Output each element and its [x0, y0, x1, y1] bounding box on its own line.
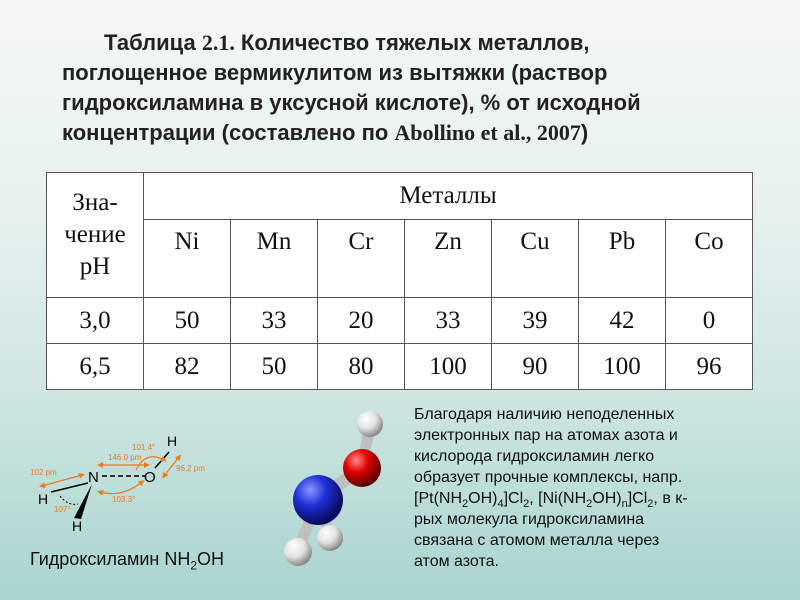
nitrogen-atom	[293, 475, 343, 525]
description-line: атом азота.	[414, 553, 499, 570]
value-cell: 50	[231, 344, 318, 390]
table-row	[47, 298, 753, 344]
value-cell: 90	[492, 344, 579, 390]
no-distance-label: 146.0 pm	[108, 453, 142, 462]
slide-title	[62, 28, 782, 148]
description-line: Благодаря наличию неподеленных	[414, 406, 675, 423]
title-citation: Abollino et al., 2007	[394, 120, 581, 145]
metals-table	[46, 172, 753, 390]
value-cell: 50	[144, 298, 231, 344]
value-cell: 80	[318, 344, 405, 390]
title-prefix: Таблица	[104, 30, 202, 55]
table-row	[47, 344, 753, 390]
ph-header-line: pH	[79, 253, 111, 280]
hnh-angle-label: 107°	[54, 505, 71, 514]
description-line: рых молекула гидроксиламина	[414, 511, 645, 528]
ph-header-line: Зна-	[72, 189, 118, 216]
caption-sub: 2	[190, 558, 198, 573]
ph-cell: 3,0	[47, 298, 144, 344]
o-h-bond	[155, 452, 169, 468]
value-cell: 0	[666, 298, 753, 344]
molecule-caption	[30, 549, 224, 573]
title-line3: гидроксиламина в уксусной кислоте), % от исходной	[62, 90, 641, 115]
metals-header: Металлы	[144, 173, 753, 220]
title-line2-word: вермикулитом	[213, 60, 373, 85]
hydrogen-atom-left	[284, 538, 312, 566]
metal-header-cr: Cr	[318, 220, 405, 298]
formula-sub: 2	[647, 498, 654, 511]
value-cell: 100	[579, 344, 666, 390]
hydroxylamine-3d-model	[282, 404, 412, 574]
formula-sub: 4	[497, 498, 504, 511]
description-text	[414, 404, 794, 572]
value-cell: 20	[318, 298, 405, 344]
formula-part: , в к-	[653, 490, 688, 507]
n-h-bond-left	[51, 483, 88, 492]
value-cell: 42	[579, 298, 666, 344]
formula-part: [Pt(NH	[414, 490, 462, 507]
title-number: 2.1.	[201, 30, 235, 55]
formula-part: ]Cl	[503, 490, 524, 507]
formula-part: OH)	[592, 490, 622, 507]
formula-sub: n	[621, 498, 628, 511]
metal-header-mn: Mn	[231, 220, 318, 298]
title-part1: Количество тяжелых металлов,	[234, 30, 590, 55]
oxygen-atom	[343, 449, 381, 487]
value-cell: 100	[405, 344, 492, 390]
description-line: электронных пар на атомах азота и	[414, 427, 678, 444]
hydrogen-label-left: H	[38, 491, 49, 507]
ph-header	[47, 173, 144, 298]
hydrogen-label-top: H	[167, 433, 178, 449]
caption-tail: OH	[197, 549, 225, 569]
formula-sub: 2	[462, 498, 469, 511]
value-cell: 33	[231, 298, 318, 344]
metal-header-co: Co	[666, 220, 753, 298]
metal-header-cu: Cu	[492, 220, 579, 298]
formula-sub: 2	[523, 498, 530, 511]
ph-header-line: чение	[64, 221, 126, 248]
hydroxylamine-structure-diagram	[24, 430, 244, 560]
value-cell: 33	[405, 298, 492, 344]
description-line: образует прочные комплексы, напр.	[414, 469, 683, 486]
hnh-angle-arc	[60, 496, 78, 504]
description-line: кислорода гидроксиламин легко	[414, 448, 655, 465]
metal-header-zn: Zn	[405, 220, 492, 298]
description-line: связана с атомом металла через	[414, 532, 660, 549]
formula-part: ]Cl	[627, 490, 648, 507]
nitrogen-label: N	[88, 469, 99, 486]
oxygen-label: O	[144, 469, 156, 486]
metal-header-ni: Ni	[144, 220, 231, 298]
formula-part: OH)	[468, 490, 498, 507]
nh-distance-label: 102 pm	[30, 468, 57, 477]
value-cell: 82	[144, 344, 231, 390]
title-close: )	[580, 120, 589, 145]
caption-text: Гидроксиламин NH	[30, 549, 191, 569]
value-cell: 96	[666, 344, 753, 390]
hydrogen-atom-right	[317, 525, 343, 551]
metals-table-container	[46, 172, 753, 390]
oh-distance-label: 96.2 pm	[176, 464, 205, 473]
ph-cell: 6,5	[47, 344, 144, 390]
complex-formula-line	[414, 488, 794, 509]
hno-angle-arc	[100, 482, 142, 494]
n-h-wedge-bond	[74, 484, 92, 519]
title-line4: концентрации (составлено по	[62, 120, 395, 145]
oh-angle-label: 101.4°	[132, 443, 156, 452]
hydrogen-atom-top	[357, 411, 383, 437]
title-line2: поглощенное	[62, 60, 214, 85]
metal-header-pb: Pb	[579, 220, 666, 298]
hno-angle-label: 103.3°	[112, 495, 136, 504]
formula-part: , [Ni(NH	[529, 490, 587, 507]
hydrogen-label-bottom: H	[72, 518, 83, 534]
formula-sub: 2	[586, 498, 593, 511]
value-cell: 39	[492, 298, 579, 344]
title-line2-rest: из вытяжки (раствор	[372, 60, 608, 85]
